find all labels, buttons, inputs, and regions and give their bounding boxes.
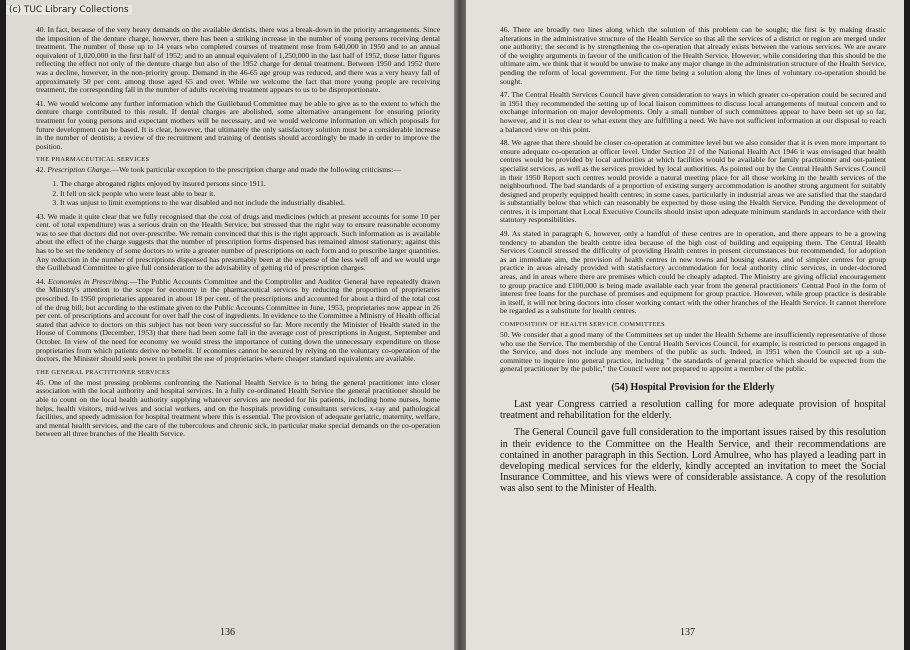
section-54-paragraph-2: The General Council gave full consideration to the important issues raised by this resolution in their evidence to the Committee on the Health Service, and their recommendations are contained in another paragraph in this Section. Lord Amulree, who has played a leading part in developing medical services for the elderly, kindly accepted an invitation to meet the Social Insurance Committee, and his views were of considerable assistance. A copy of the resolution was also sent to the Minister of Health.: [500, 427, 886, 495]
list-item: 2. It fell on sick people who were least able to bear it.: [60, 190, 440, 199]
paragraph-45: 45. One of the most pressing problems confronting the National Health Service is to bring the general practitioner into closer association with the local authority and hospital services. In a fully co-ordinated Health Service the general practitioner should be able to count on the local health authority supplying whatever services are needed for his patients, including home nurses, home helps, health visitors, mid-wives and social workers, and on the hospitals providing consultants services, x-ray and pathological facilities, and speedy admission for hospital treatment where this is essential. The provision of adequate geriatric, maternity, welfare, and mental health services, and the care of the tubercolous and chronic sick, in particular make special demands on the co-operation between all three branches of the Health Service.: [36, 377, 440, 439]
paragraph-50: 50. We consider that a good many of the Committees set up under the Health Scheme are insufficiently representative of those who use the Service. The membership of the Central Health Services Council, for example, is restricted to persons engaged in the Service, and does not include any members of the public as such. Indeed, in 1951 when the Council set up a sub-committee to inquire into general practice, including " the standards of general practice which should be expected from the general practitioner by the public," the Council were not prepared to appoint a member of the public.: [500, 330, 886, 374]
paragraph-44-text: —The Public Accounts Committee and the Comptroller and Auditor General have repeatedly drawn the Ministry's attention to the scope for economy in the pharmaceutical services by reducing the proportion of proprietaries prescribed. In 1950 proprietaries appeared in about 18 per cent. of the prescriptions and accounted for about a third of the total cost of the drug bill; but according to the estimate given to the Public Accounts Committee in June, 1953, proprietaries now appear in 26 per cent. of prescriptions and account for over half the cost of ingredients. In evidence to the Committee a Ministry of Health official stated that advice to doctors on this subject has not been very successful so far. More recently the Minister of Health stated in the House of Commons (December, 1953) that there had been some fall in the average cost of prescriptions in August, September and October. In view of the need for economy we would stress the importance of cutting down the unnecessary expenditure on those proprietaries from which patients derive no benefit. If economies cannot be secured by relying on the voluntary co-operation of the doctors, the Minister should seek power to prohibit the use of proprietaries where cheaper standard equivalents are available.: [36, 276, 441, 364]
left-page: [6, 0, 454, 650]
section-54-title: (54) Hospital Provision for the Elderly: [611, 381, 775, 393]
section-54-paragraph-1: Last year Congress carried a resolution calling for more adequate provision of hospital treatment and rehabilitation for the elderly.: [500, 398, 886, 422]
paragraph-49: 49. As stated in paragraph 6, however, only a handful of these centres are in operation, and there appears to be a growing tendency to abandon the health centre idea because of the high cost of building and equipping them. The Central Health Services Council stressed the difficulty of providing Health centres in present circumstances but recommended, for adoption as an immediate aim, the provision of health centres in new towns and housing estates, and of simpler centres for group practice in areas already provided with statisfactory accommodation for local authority clinic services, in under-doctored areas, and in areas where there are premises which could be cheaply adapted. The Ministry are giving official encouragement to group practice and £100,000 is being made available each year from the general practitioners' Central Pool in the form of interest free loans for the purchase of premises and equipment for group practice. However, while group practice is desirable in itself, it will not bring doctors into closer working contact with the other branches of the Health Service. It cannot therefore be regarded as a substitute for health centres.: [500, 229, 886, 316]
paragraph-41: 41. We would welcome any further information which the Guillebaud Committee may be able to give as to the extent to which the denture charge contributed to this result. If dental charges are abolished, some alternative arrangement for ensuring priority treatment for young persons and expectant mothers will be necessary, and we would welcome information on which proposals for future development can be based. It is clear, however, that ultimately the only satisfactory solution must be a considerable increase in the number of dentists; a review of the recruitment and training of dentists should accordingly be made in order to improve the position.: [36, 98, 440, 151]
paragraph-42-text: —We took particular exception to the prescription charge and made the following criticisms:—: [111, 165, 401, 175]
heading-pharmaceutical-services: THE PHARMACEUTICAL SERVICES: [36, 156, 150, 164]
heading-committee-composition: COMPOSITION OF HEALTH SERVICE COMMITTEES: [500, 321, 665, 328]
heading-general-practitioner-services: THE GENERAL PRACTITIONER SERVICES: [36, 368, 171, 376]
book-gutter: [454, 0, 466, 650]
paragraph-42-number: 42.: [36, 165, 48, 175]
paragraph-40: 40. In fact, because of the very heavy demands on the available dentists, there was a break-down in the priority arrangements. Since the imposition of the denture charge, however, there has been a striking increase in the number of young persons receiving dental treatment. The number of those up to 14 years who completed courses of treatment rose from 640,000 in 1950 and to an annual equivalent of 1,020,000 in the first half of 1952; and to an annual equivalent of 1,250,000 in the last half of 1952, these latter figures reflecting the effect not only of the denture charge but also of the 1952 charge for dental treatment. Between 1950 and 1952 there was a decline, however, in the non-priority group. Demand in the 46-65 age group was reduced, and there was a very heavy fall of approximately 50 per cent. among those aged 65 and over. While we welcome the fact that more young people are receiving treatment, the corresponding fall in the number of adults receiving treatment appears to us to be disproportionate.: [36, 25, 440, 95]
section-54: [500, 382, 886, 495]
list-item: 1. The charge abrogated rights enjoyed by insured persons since 1911.: [60, 180, 440, 189]
paragraph-44: [36, 278, 440, 364]
paragraph-48: 48. We agree that there should be closer co-operation at committee level but we also consider that it is even more important to ensure adequate co-operation at officer level. Under Section 21 of the National Health Act 1946 it was envisaged that health centres would be provided by local authorities at which facilities would be available for family practitioner and out-patient specialist services, as well as the services provided by local authorities. As pointed out by the Central Health Services Council in their 1950 Report such centres would provide a natural meeting place for all those working in the health services of the neighbourhood. The bad standards of a proportion of existing surgery accommodation is another strong argument for suitably designed and properly equipped health centres; in some cases, particularly in industrial areas we are satisfied that the standard is substantially below that which can reasonably be expected by those using the Health Service. Pending the development of centres, it is important that Local Executive Councils should insist upon adequate minimum standards in accordance with their statutory responsibilities.: [500, 138, 886, 225]
right-page: [466, 0, 904, 650]
collection-watermark: (c) TUC Library Collections: [6, 5, 132, 15]
page-number-left: 136: [220, 627, 235, 638]
paragraph-46: 46. There are broadly two lines along which the solution of this problem can be sought; the first is by making drastic alterations in the administrative structure of the Health Service so that all the services of a district or region are merged under one authority; the second is by strengthening the co-operation that already exists between the various services. We are aware of the weighty arguments in favour of the unification of the Health Service. However, while considering that this should be the ultimate aim, we think that it would be unwise to make any major change in the administration structure of the Health Service, pending the reform of local government. For the time being a solution along the lines of voluntary co-operation should be sought.: [500, 25, 886, 86]
list-item: 3. It was unjust to limit exemptions to the war disabled and not include the industrially disabled.: [60, 199, 440, 208]
paragraph-44-title: Economies in Prescribing.: [47, 276, 130, 286]
page-number-right: 137: [680, 627, 695, 638]
criticisms-list: [36, 180, 440, 208]
paragraph-42-title: Prescription Charge.: [47, 165, 112, 175]
paragraph-43: 43. We made it quite clear that we fully recognised that the cost of drugs and medicines (which at present accounts for some 10 per cent. of total expenditure) was a serious drain on the Health Service, but stressed that the right way to ensure reasonable economy was to see that doctors did not over-prescribe. We remain convinced that this is the right approach. Such information as is available about the effect of the charge suggests that the number of prescription forms dispensed has remained almost stationary; against this has to be set the tendency of some doctors to write a greater number of prescriptions on each form and to prescribe larger quantities. Any reduction in the number of prescriptions dispensed has presumably been at the expense of the less well off and we would urge the Guillebaud Committee to give full consideration to the advisability of getting rid of prescription charges.: [36, 211, 440, 273]
paragraph-47: 47. The Central Health Services Council have given consideration to ways in which greater co-operation could be secured and in 1951 they recommended the setting up of local liaison committees to discuss local arrangements of mutual concern and to exchange information on major developments. Only a small number of such committees appear to have been set up so far, however, and it is not clear to what extent they are fulfilling a need. We have not sufficient information at our disposal to reach a balanced view on this point.: [500, 90, 886, 134]
paragraph-42: [36, 166, 440, 175]
paragraph-44-number: 44.: [36, 276, 48, 286]
